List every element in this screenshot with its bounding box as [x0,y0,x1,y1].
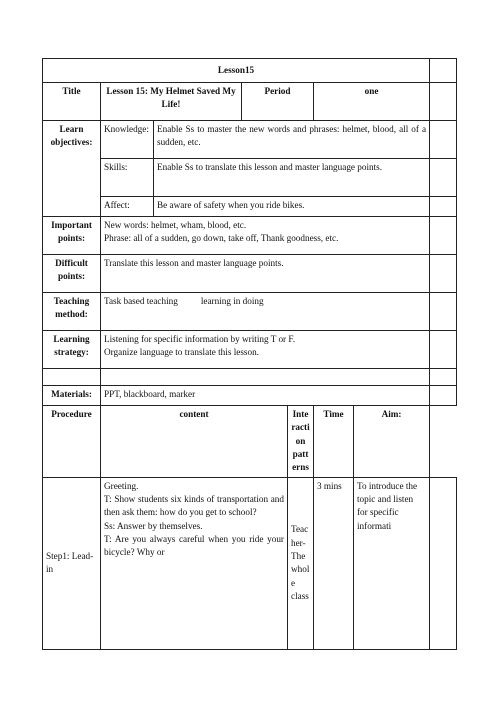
objective-skills-row [43,159,457,197]
important-text [101,217,430,255]
empty-cell [430,159,457,197]
period-value: one [314,83,430,121]
empty-cell [101,369,430,386]
teaching-label: Teaching method: [43,293,101,331]
important-line-2: Phrase: all of a sudden, go down, take off, Thank goodness, etc. [104,233,339,244]
step1-interaction: Teacher-The whole class [288,477,314,649]
objective-knowledge-row [43,121,457,159]
strategy-text [101,331,430,369]
empty-cell [430,386,457,406]
affect-text: Be aware of safety when you ride bikes. [154,197,430,217]
step1-line-3: Ss: Answer by themselves. [104,520,203,531]
empty-cell [430,477,457,649]
empty-cell [430,369,457,386]
objective-affect-row [43,197,457,217]
title-row [43,83,457,121]
important-points-row [43,217,457,255]
knowledge-label: Knowledge: [101,121,154,159]
skills-text: Enable Ss to translate this lesson and master language points. [154,159,430,197]
step1-time: 3 mins [314,477,354,649]
empty-cell [430,197,457,217]
empty-cell [430,293,457,331]
procedure-header: Procedure [43,406,101,478]
difficult-points-row [43,255,457,293]
interaction-header: Interaction patterns [288,406,314,478]
step1-content [101,477,288,649]
step1-line-4: T: Are you always careful when you ride your bicycle? Why or [104,534,284,558]
empty-cell [43,369,101,386]
strategy-line-2: Organize language to translate this lesson. [104,347,259,358]
empty-cell [430,217,457,255]
lesson-title: Lesson15 [43,59,430,83]
lesson-plan-table [42,58,457,650]
empty-cell [430,59,457,83]
empty-cell [430,121,457,159]
strategy-line-1: Listening for specific information by writing T or F. [104,334,296,344]
important-label: Important points: [43,217,101,255]
materials-row [43,386,457,406]
step1-label: Step1: Lead-in [43,477,101,649]
materials-text: PPT, blackboard, marker [101,386,430,406]
step1-line-1: Greeting. [104,480,139,491]
empty-cell [430,331,457,369]
difficult-label: Difficult points: [43,255,101,293]
teaching-text: Task based teaching learning in doing [101,293,430,331]
blank-row [43,369,457,386]
difficult-text: Translate this lesson and master language points. [101,255,430,293]
important-line-1: New words: helmet, wham, blood, etc. [104,220,247,230]
aim-header: Aim: [354,406,430,478]
empty-cell [430,255,457,293]
knowledge-text: Enable Ss to master the new words and phrases: helmet, blood, all of a sudden, etc. [154,121,430,159]
affect-label: Affect: [101,197,154,217]
procedure-header-row [43,406,457,478]
strategy-label: Learning strategy: [43,331,101,369]
step1-line-2: T: Show students six kinds of transportation and then ask them: how do you get to school? [104,494,284,518]
title-value: Lesson 15: My Helmet Saved My Life! [101,83,242,121]
content-header: content [101,406,288,478]
materials-label: Materials: [43,386,101,406]
learning-strategy-row [43,331,457,369]
objectives-label: Learn objectives: [43,121,101,217]
period-label: Period [242,83,314,121]
step1-row [43,477,457,649]
step1-aim: To introduce the topic and listen for specific informati [354,477,430,649]
lesson-title-row [43,59,457,83]
empty-cell [430,83,457,121]
time-header: Time [314,406,354,478]
teaching-method-row [43,293,457,331]
title-label: Title [43,83,101,121]
skills-label: Skills: [101,159,154,197]
